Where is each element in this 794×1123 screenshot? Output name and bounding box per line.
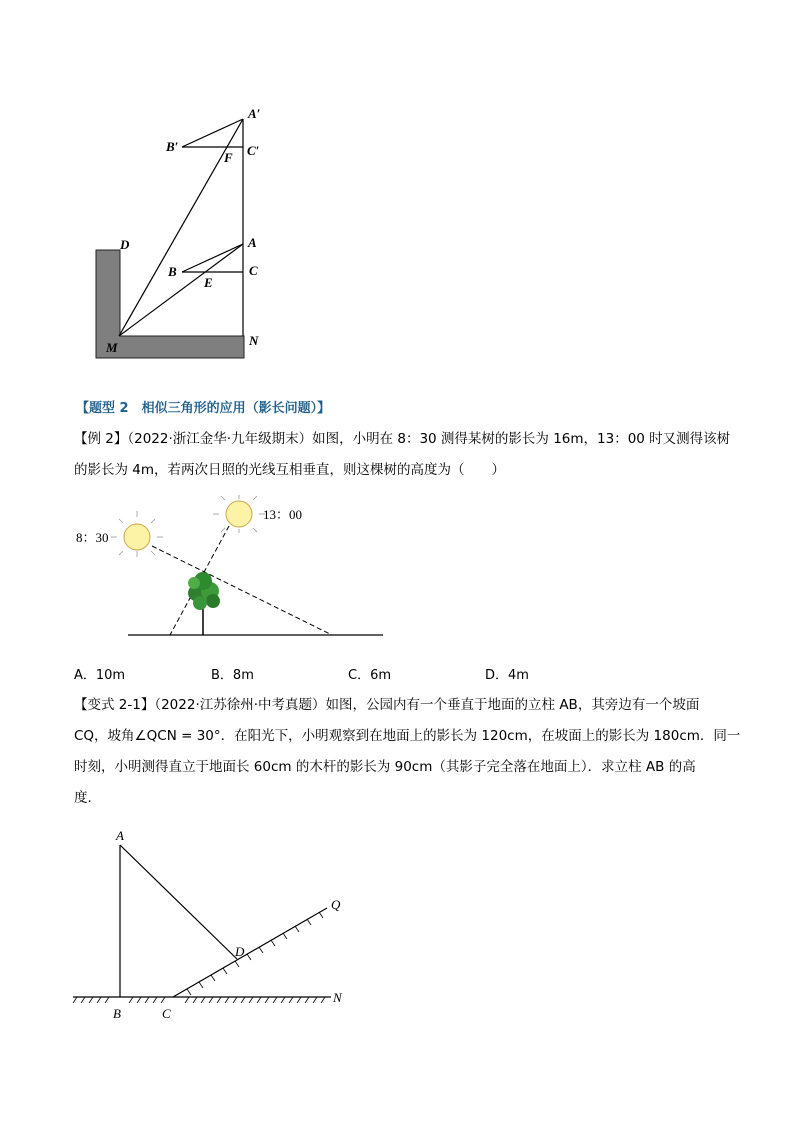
time-label-right: 13：00 — [263, 507, 303, 522]
label-A: A — [248, 235, 257, 250]
time-label-left: 8：30 — [76, 530, 109, 545]
label-C: C — [249, 263, 258, 278]
ray-M-A — [119, 244, 243, 336]
variant-line3: 时刻，小明测得直立于地面长 60cm 的木杆的影长为 90cm（其影子完全落在地面上）．求立柱 AB 的高 — [74, 759, 696, 775]
label-E: E — [204, 275, 213, 290]
label-A-prime: A′ — [248, 106, 261, 121]
slope-hatching — [187, 912, 323, 995]
ray-830 — [152, 546, 332, 635]
label-N: N — [333, 990, 342, 1005]
figure-pole-slope — [65, 825, 365, 1025]
option-d[interactable]: D．4m — [485, 668, 529, 683]
seg-Bprime-Aprime — [182, 119, 243, 147]
ray-AD — [120, 845, 237, 959]
label-B-prime: B′ — [166, 139, 179, 154]
label-M: M — [106, 340, 118, 355]
sun-icon-left — [111, 511, 163, 557]
slope-CQ — [173, 908, 327, 997]
sun-icon-right — [213, 495, 265, 533]
tree-icon — [188, 572, 220, 635]
label-F: F — [224, 150, 233, 165]
label-N: N — [249, 333, 259, 348]
figure-tree-shadow — [70, 495, 390, 645]
label-D: D — [235, 944, 245, 959]
label-B: B — [168, 264, 177, 279]
variant-line4: 度． — [74, 790, 101, 806]
option-b[interactable]: B．8m — [211, 668, 254, 683]
label-C: C — [162, 1006, 171, 1021]
label-D: D — [120, 237, 130, 252]
option-a[interactable]: A．10m — [74, 668, 126, 683]
label-B: B — [113, 1006, 121, 1021]
variant-line1: 【变式 2-1】（2022·江苏徐州·中考真题）如图，公园内有一个垂直于地面的立柱 AB，其旁边有一个坡面 — [74, 697, 700, 713]
label-Q: Q — [331, 897, 341, 912]
label-C-prime: C′ — [247, 143, 260, 158]
seg-B-A — [182, 244, 243, 272]
ground-hatching — [73, 997, 325, 1003]
variant-line2: CQ，坡角∠QCN = 30°．在阳光下，小明观察到在地面上的影长为 120cm，在坡面上的影长为 180cm．同一 — [74, 728, 741, 744]
label-A: A — [116, 828, 124, 843]
option-c[interactable]: C．6m — [348, 668, 392, 683]
example2-line1: 【例 2】（2022·浙江金华·九年级期末）如图，小明在 8：30 测得某树的影长为 16m，13：00 时又测得该树 — [74, 431, 731, 447]
example2-line2: 的影长为 4m，若两次日照的光线互相垂直，则这棵树的高度为（ ） — [74, 462, 506, 478]
section-heading: 【题型 2 相似三角形的应用（影长问题）】 — [76, 401, 331, 416]
figure-similar-triangles — [90, 100, 280, 370]
